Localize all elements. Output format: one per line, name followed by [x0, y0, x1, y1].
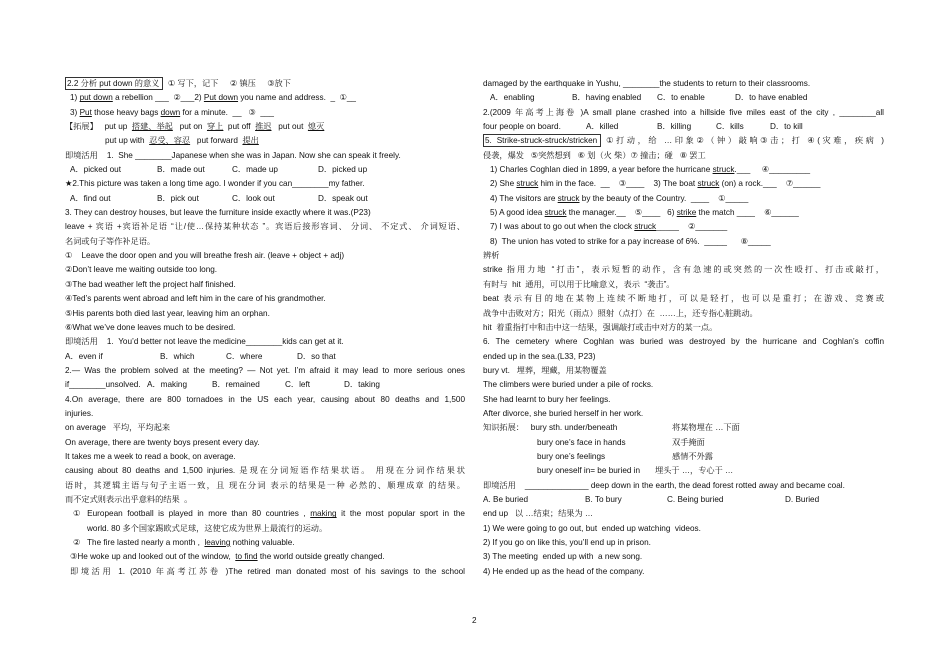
answer-option: A．even if — [65, 351, 103, 361]
text: It takes me a week to read a book, on average. — [65, 451, 236, 461]
text-line — [65, 565, 465, 579]
text: 2.(2009 年高考上海卷 )A small plane crashed into a hillside five miles east of the city , ________all — [483, 107, 884, 117]
text-line — [65, 493, 465, 507]
text-line — [65, 292, 465, 306]
text: four people on board. — [483, 122, 561, 132]
underlined-keyword: struck — [712, 165, 735, 175]
text: 战争中击败对方；阳光（雨点）照射（点打）在 ……上，还专指心脏跳动。 — [483, 308, 758, 318]
text: 语时，其逻辑主语与句子主语一致，且 现在分词 表示的结果是一种 必然的、顺理成章 的结果。 — [65, 480, 465, 490]
text-line — [65, 220, 465, 234]
answer-option: C．kills — [716, 122, 744, 132]
text-line — [483, 249, 884, 263]
text: 即境活用 1. (2010 年高考江苏卷 )The retired man donated most of his savings to the school — [70, 566, 465, 576]
definition-text: 将某物埋在 …下面 — [672, 423, 740, 433]
text: 有时与 hit 通用，可以用于比喻意义，表示 “袭击”。 — [483, 279, 675, 289]
text: ⑤His parents both died last year, leaving him an orphan. — [65, 308, 270, 318]
text-line — [483, 393, 884, 407]
option-line — [483, 91, 884, 105]
text-line — [65, 421, 465, 435]
definition-text: 侵袭，爆发 ⑤突然想到 ⑥ 划（火 柴）⑦ 撞击；碰 ⑧ 罢工 — [483, 150, 706, 160]
answer-option: B．made out — [157, 165, 205, 175]
text: the world outside greatly changed. — [257, 552, 385, 562]
option-line — [65, 350, 465, 364]
text-line — [483, 163, 884, 177]
text-line — [483, 364, 884, 378]
text: 5) A good idea — [490, 208, 545, 218]
answer-option: D．taking — [344, 380, 380, 390]
underlined-keyword: put down — [79, 93, 113, 103]
text: injuries. — [65, 408, 94, 418]
text: 4) He ended up as the head of the company. — [483, 566, 645, 576]
text: put out — [271, 122, 308, 132]
text-line — [65, 91, 465, 105]
text-line — [483, 565, 884, 579]
text: put forward — [190, 136, 243, 146]
text-line — [483, 292, 884, 306]
text: put up with — [105, 136, 150, 146]
text: 2) If you go on like this, you’ll end up in prison. — [483, 538, 651, 547]
phrase: 知识拓展： bury sth. under/beneath — [483, 423, 618, 433]
underlined-keyword: 搭建、举起 — [131, 122, 173, 132]
text: 4.On average, there are 800 tornadoes in the US each year, causing about 80 deaths and 1,500 — [65, 394, 465, 404]
text: 8) The union has voted to strike for a pay increase of 6%. _____ ⑧_____ — [490, 236, 771, 246]
text: 3. They can destroy houses, but leave the furniture inside exactly where it was.(P23) — [65, 208, 371, 218]
underlined-keyword: making — [310, 509, 337, 519]
text-line — [483, 206, 884, 220]
text: The climbers were buried under a pile of rocks. — [483, 380, 654, 390]
text-line — [65, 436, 465, 450]
text: leave + 宾语 +宾语补足语 “让/使…保持某种状态 ”。宾语后接形容词、 分词、 不定式、 介词短语、 — [65, 222, 465, 232]
underlined-keyword: to find — [235, 552, 258, 562]
text-line — [483, 464, 884, 478]
text-line — [483, 522, 884, 536]
text-line — [483, 550, 884, 564]
text: the match ____ ⑥______ — [696, 208, 799, 218]
text-line — [65, 364, 465, 378]
answer-option: A．killed — [586, 122, 619, 132]
text: She had learnt to bury her feelings. — [483, 394, 611, 404]
text-line — [483, 177, 884, 191]
text-line — [65, 393, 465, 407]
answer-option: B．which — [160, 351, 195, 361]
underlined-keyword: struck — [697, 179, 720, 189]
text-line — [65, 507, 465, 521]
text-line — [65, 536, 465, 550]
text: ② The fire lasted nearly a month , — [73, 538, 205, 547]
text-line — [483, 134, 884, 148]
underlined-keyword: Put down — [203, 93, 239, 103]
text: a rebellion ___ ②___2) — [112, 93, 204, 103]
option-line — [483, 493, 884, 507]
text: the manager.__ ⑤____ 6) — [566, 208, 677, 218]
text-line — [65, 106, 465, 120]
definition-text: 感情不外露 — [672, 451, 713, 461]
text: 3) — [70, 107, 80, 117]
underlined-keyword: struck — [544, 208, 567, 218]
answer-option: C．where — [226, 351, 263, 361]
underlined-keyword: Put — [79, 107, 92, 117]
answer-option: D．speak out — [318, 193, 368, 203]
text: _____ ②_______ — [656, 222, 728, 232]
text: 2.— Was the problem solved at the meeting? — Not yet. I’m afraid it may lead to more serious ones — [65, 365, 465, 375]
section-heading: 2.2 分析 put down 的意义 — [65, 77, 163, 90]
text-line — [65, 479, 465, 493]
text-line — [65, 407, 465, 421]
answer-option: A．enabling — [490, 93, 535, 103]
text: those heavy bags — [91, 107, 161, 117]
text-line — [65, 177, 465, 191]
text: end up 以 …结束；结果为 … — [483, 509, 594, 519]
text-line — [483, 220, 884, 234]
definition-text: 埋头于 …，专心于 … — [655, 466, 734, 476]
text-line — [483, 507, 884, 521]
answer-option: A．making — [147, 380, 188, 390]
text: damaged by the earthquake in Yushu, ________the students to return to their classrooms. — [483, 79, 811, 88]
text-line — [483, 192, 884, 206]
answer-option: B．having enabled — [572, 93, 642, 103]
underlined-keyword: 忍受、容忍 — [149, 136, 191, 146]
underlined-keyword: down — [160, 107, 181, 117]
text: 名词或句子等作补足语。 — [65, 236, 156, 246]
text: (on) a rock.___ ⑦______ — [719, 179, 821, 189]
text-line — [483, 378, 884, 392]
text: 即境活用 ______________ deep down in the earth, the dead forest rotted away and became coal. — [483, 480, 845, 490]
text: if________unsolved. — [65, 380, 143, 390]
text: for a minute. __ ③ ___ — [180, 107, 274, 117]
definition-text: ①打动，给 …印象②（钟）敲响③击；打 ④(灾难，疾病 ) — [601, 136, 884, 146]
definition-text: 双手掩面 — [672, 437, 705, 447]
text: by the beauty of the Country. ____ ①_____ — [579, 193, 749, 203]
underlined-keyword: 推迟 — [255, 122, 272, 132]
phrase: bury one’s face in hands — [537, 437, 626, 447]
answer-option: B．pick out — [157, 193, 199, 203]
answer-option: B．killing — [657, 122, 692, 132]
text: ③The bad weather left the project half finished. — [65, 279, 236, 289]
definition-text: ① 写下，记下 ② 镇压 ③放下 — [163, 79, 291, 88]
text-line — [483, 407, 884, 421]
answer-option: D．picked up — [318, 165, 368, 175]
text: ① European football is played in more than 80 countries , — [73, 509, 311, 519]
text: 1) We were going to go out, but ended up watching videos. — [483, 523, 701, 533]
option-line — [483, 120, 884, 134]
text: After divorce, she buried herself in her work. — [483, 408, 644, 418]
left-column — [65, 77, 465, 579]
text-line — [65, 450, 465, 464]
text: 7) I was about to go out when the clock — [490, 222, 635, 232]
text: ended up in the sea.(L33, P23) — [483, 351, 596, 361]
text-line — [483, 106, 884, 120]
text-line — [65, 249, 465, 263]
answer-option: C. Being buried — [667, 494, 724, 504]
text-line — [65, 134, 465, 148]
text: you name and address. _ ①__ — [238, 93, 356, 103]
text-line — [65, 522, 465, 536]
text: 2) She — [490, 179, 517, 189]
text: put off — [223, 122, 256, 132]
text: 辨析 — [483, 251, 500, 261]
text-line — [483, 479, 884, 493]
text-line — [483, 235, 884, 249]
underlined-keyword: 熄灭 — [307, 122, 325, 132]
option-line — [65, 192, 465, 206]
text: hit 着重指打中和击中这一结果，强调敲打或击中对方的某一点。 — [483, 322, 718, 332]
answer-option: A．find out — [70, 193, 111, 203]
text: ③He woke up and looked out of the window, — [70, 552, 236, 562]
text-line — [65, 335, 465, 349]
answer-option: B．remained — [212, 380, 260, 390]
answer-option: C．to enable — [657, 93, 705, 103]
text: ★2.This picture was taken a long time ago. I wonder if you can________my father. — [65, 179, 365, 189]
text-line — [65, 550, 465, 564]
text-line — [65, 464, 465, 478]
text-line — [65, 307, 465, 321]
text: 1) Charles Coghlan died in 1899, a year before the hurricane — [490, 165, 713, 175]
underlined-keyword: strike — [676, 208, 697, 218]
option-line — [65, 163, 465, 177]
text: 3) The meeting ended up with a new song. — [483, 552, 643, 562]
text: causing about 80 deaths and 1,500 injuries. 是现在分词短语作结果状语。 用现在分词作结果状 — [65, 466, 465, 476]
text: 即境活用 1. She ________Japanese when she was in Japan. Now she can speak it freely. — [65, 150, 401, 160]
text: strike 指用力地 “打击”，表示短暂的动作，含有急速的或突然的一次性殴打、打击或敲打， — [483, 265, 884, 275]
text: it the most popular sport in the — [336, 509, 465, 519]
phrase: bury oneself in= be buried in — [537, 466, 641, 476]
text: beat 表示有目的地在某物上连续不断地打，可以是轻打，也可以是重打；在游戏、竞赛或 — [483, 294, 884, 304]
answer-option: A．picked out — [70, 165, 121, 175]
text-line — [483, 536, 884, 550]
text: 6. The cemetery where Coghlan was buried was destroyed by the hurricane and Coghlan’s coffin — [483, 337, 884, 347]
text-line — [483, 263, 884, 277]
text: on average 平均，平均起来 — [65, 423, 171, 433]
text-line — [65, 77, 465, 91]
text-line — [483, 421, 884, 435]
text: 【拓展】 put up — [65, 122, 132, 132]
phrase: bury one’s feelings — [537, 451, 606, 461]
text: 1) — [70, 93, 80, 103]
text-line — [483, 335, 884, 349]
answer-option: D．to have enabled — [735, 93, 808, 103]
underlined-keyword: leaving — [204, 538, 231, 547]
section-heading: 5. Strike-struck-struck/stricken — [483, 134, 601, 147]
answer-option: D．to kill — [770, 122, 803, 132]
answer-option: A. Be buried — [483, 494, 529, 504]
text-line — [483, 77, 884, 91]
answer-option: C．left — [285, 380, 311, 390]
text-line — [483, 436, 884, 450]
text-line — [483, 278, 884, 292]
text-line — [65, 206, 465, 220]
underlined-keyword: 提出 — [242, 136, 259, 146]
text-line — [483, 350, 884, 364]
underlined-keyword: struck — [516, 179, 539, 189]
underlined-keyword: struck — [634, 222, 657, 232]
text-line — [483, 450, 884, 464]
text: 即境活用 1. You’d better not leave the medicine________kids can get at it. — [65, 337, 344, 347]
text: world. 80 多个国家踢欧式足球，这使它成为世界上最流行的运动。 — [87, 523, 328, 533]
text: On average, there are twenty boys present every day. — [65, 437, 260, 447]
text: ②Don’t leave me waiting outside too long. — [65, 265, 218, 275]
text-line — [65, 235, 465, 249]
text: ④Ted’s parents went abroad and left him in the care of his grandmother. — [65, 294, 326, 304]
text-line — [483, 149, 884, 163]
answer-option: C．made up — [232, 165, 278, 175]
text: him in the face. __ ③____ 3) The boat — [538, 179, 698, 189]
text-line — [483, 321, 884, 335]
page-number: 2 — [472, 616, 477, 625]
text: 而不定式则表示出乎意料的结果 。 — [65, 494, 193, 504]
underlined-keyword: struck — [557, 193, 580, 203]
option-line — [65, 378, 465, 392]
text: put on — [172, 122, 207, 132]
text: ① Leave the door open and you will breathe fresh air. (leave + object + adj) — [65, 251, 345, 261]
text: ⑥What we’ve done leaves much to be desired. — [65, 322, 236, 332]
text-line — [65, 149, 465, 163]
answer-option: D. Buried — [785, 494, 820, 504]
text: nothing valuable. — [230, 538, 295, 547]
text-line — [65, 263, 465, 277]
text-line — [65, 278, 465, 292]
text-line — [65, 120, 465, 134]
text-line — [483, 307, 884, 321]
text: bury vt. 埋葬，埋藏，用某物覆盖 — [483, 365, 607, 375]
right-column — [483, 77, 884, 579]
text-line — [65, 321, 465, 335]
answer-option: B. To bury — [585, 494, 622, 504]
text: .___ ④_________ — [734, 165, 811, 175]
answer-option: D．so that — [297, 351, 336, 361]
answer-option: C．look out — [232, 193, 275, 203]
text: 4) The visitors are — [490, 193, 558, 203]
underlined-keyword: 穿上 — [206, 122, 224, 132]
